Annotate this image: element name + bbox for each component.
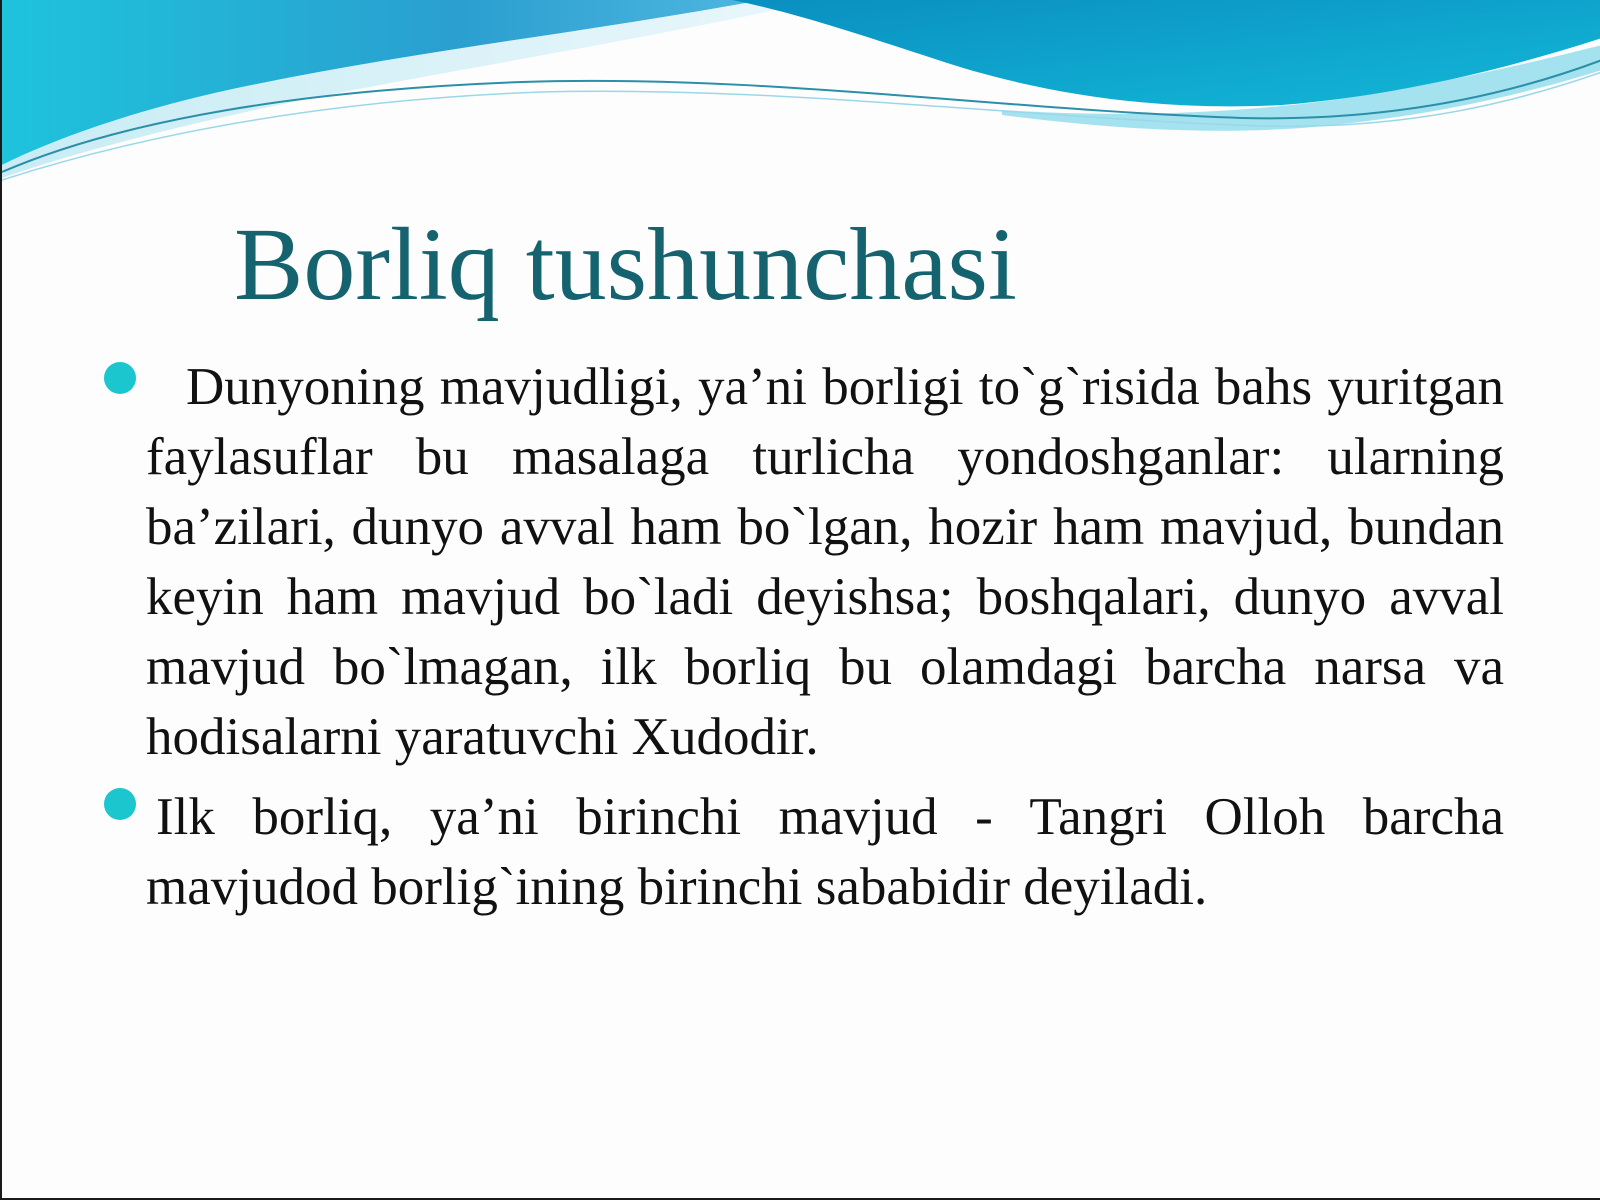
bullet-item-2: Ilk borliq, ya’ni birinchi mavjud - Tangri Olloh barcha mavjudod borlig`ining birinchi sababidir deyiladi.: [146, 788, 1504, 916]
bullet-item-1: Dunyoning mavjudligi, ya’ni borligi to`g`risida bahs yuritgan faylasuflar bu masalaga turlicha yondoshganlar: ularning ba’zilari, dunyo avval ham bo`lgan, hozir ham mavjud, bundan keyin ham mavjud bo`ladi deyishsa; boshqalari, dunyo avval mavjud bo`lmagan, ilk borliq bu olamdagi barcha narsa va hodisalarni yaratuvchi Xudodir.: [146, 358, 1504, 766]
slide-title: Borliq tushunchasi: [234, 207, 1017, 322]
bullet-list: [2, 352, 1600, 952]
header-wave-decoration: [2, 0, 1600, 190]
